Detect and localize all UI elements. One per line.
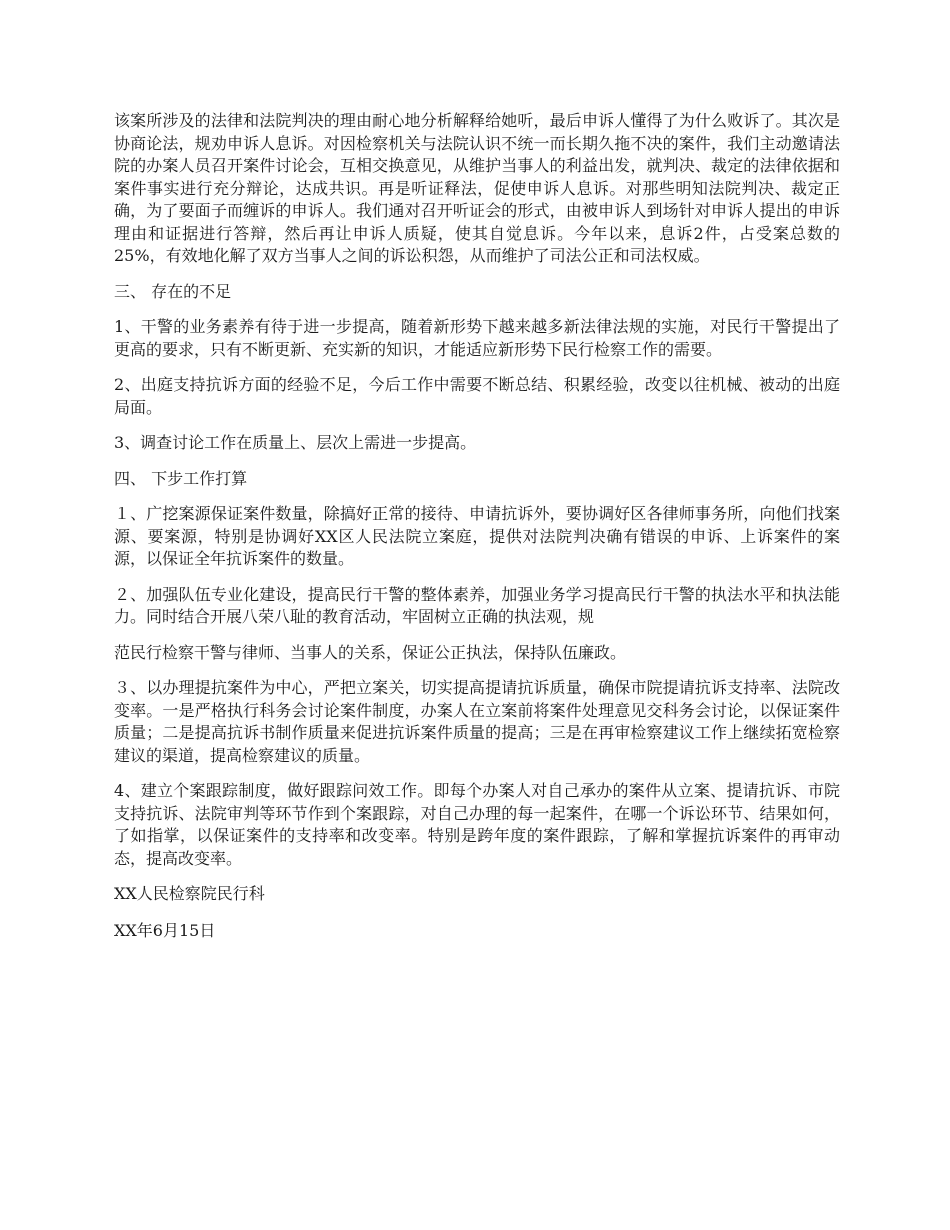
- paragraph-shortcoming-3: 3、调查讨论工作在质量上、层次上需进一步提高。: [114, 433, 477, 452]
- section-heading-next-steps: 四、 下步工作打算: [114, 468, 248, 488]
- paragraph-shortcoming-1: 1、干警的业务素养有待于进一步提高，随着新形势下越来越多新法律法规的实施，对民行干警提出了更高的要求，只有不断更新、充实新的知识，才能适应新形势下民行检察工作的需要。: [114, 317, 840, 359]
- paragraph-plan-4: 4、建立个案跟踪制度，做好跟踪问效工作。即每个办案人对自己承办的案件从立案、提请抗诉、市院支持抗诉、法院审判等环节作到个案跟踪，对自己办理的每一起案件，在哪一个诉讼环节、结果如何，了如指掌，以保证案件的支持率和改变率。特别是跨年度的案件跟踪，了解和掌握抗诉案件的再审动态，提高改变率。: [114, 781, 840, 868]
- paragraph-appeal-handling: 该案所涉及的法律和法院判决的理由耐心地分析解释给她听，最后申诉人懂得了为什么败诉了。其次是协商论法，规劝申诉人息诉。对因检察机关与法院认识不统一而长期久拖不决的案件，我们主动邀请法院的办案人员召开案件讨论会，互相交换意见，从维护当事人的利益出发，就判决、裁定的法律依据和案件事实进行充分辩论，达成共识。再是听证释法，促使申诉人息诉。对那些明知法院判决、裁定正确，为了要面子而缠诉的申诉人。我们通对召开听证会的形式，由被申诉人到场针对申诉人提出的申诉理由和证据进行答辩，然后再让申诉人质疑，使其自觉息诉。今年以来，息诉2件，占受案总数的25%，有效地化解了双方当事人之间的诉讼积怨，从而维护了司法公正和司法权威。: [114, 111, 840, 265]
- document-body: [114, 110, 840, 955]
- signature-organization: XX人民检察院民行科: [114, 884, 265, 903]
- paragraph-shortcoming-2: 2、出庭支持抗诉方面的经验不足，今后工作中需要不断总结、积累经验，改变以往机械、被动的出庭局面。: [114, 375, 840, 417]
- paragraph-plan-1: １、广挖案源保证案件数量，除搞好正常的接待、申请抗诉外，要协调好区各律师事务所，向他们找案源、要案源，特别是协调好XX区人民法院立案庭，提供对法院判决确有错误的申诉、上诉案件的案源，以保证全年抗诉案件的数量。: [114, 504, 840, 568]
- paragraph-plan-2-continued: 范民行检察干警与律师、当事人的关系，保证公正执法，保持队伍廉政。: [114, 642, 627, 662]
- signature-date: XX年6月15日: [114, 920, 216, 940]
- paragraph-plan-3: ３、以办理提抗案件为中心，严把立案关，切实提高提请抗诉质量，确保市院提请抗诉支持率、法院改变率。一是严格执行科务会讨论案件制度，办案人在立案前将案件处理意见交科务会讨论，以保证案件质量；二是提高抗诉书制作质量来促进抗诉案件质量的提高；三是在再审检察建议工作上继续拓宽检察建议的渠道，提高检察建议的质量。: [114, 678, 840, 765]
- section-heading-shortcomings: 三、 存在的不足: [114, 281, 232, 301]
- paragraph-plan-2: ２、加强队伍专业化建设，提高民行干警的整体素养，加强业务学习提高民行干警的执法水平和执法能力。同时结合开展八荣八耻的教育活动，牢固树立正确的执法观，规: [114, 584, 840, 626]
